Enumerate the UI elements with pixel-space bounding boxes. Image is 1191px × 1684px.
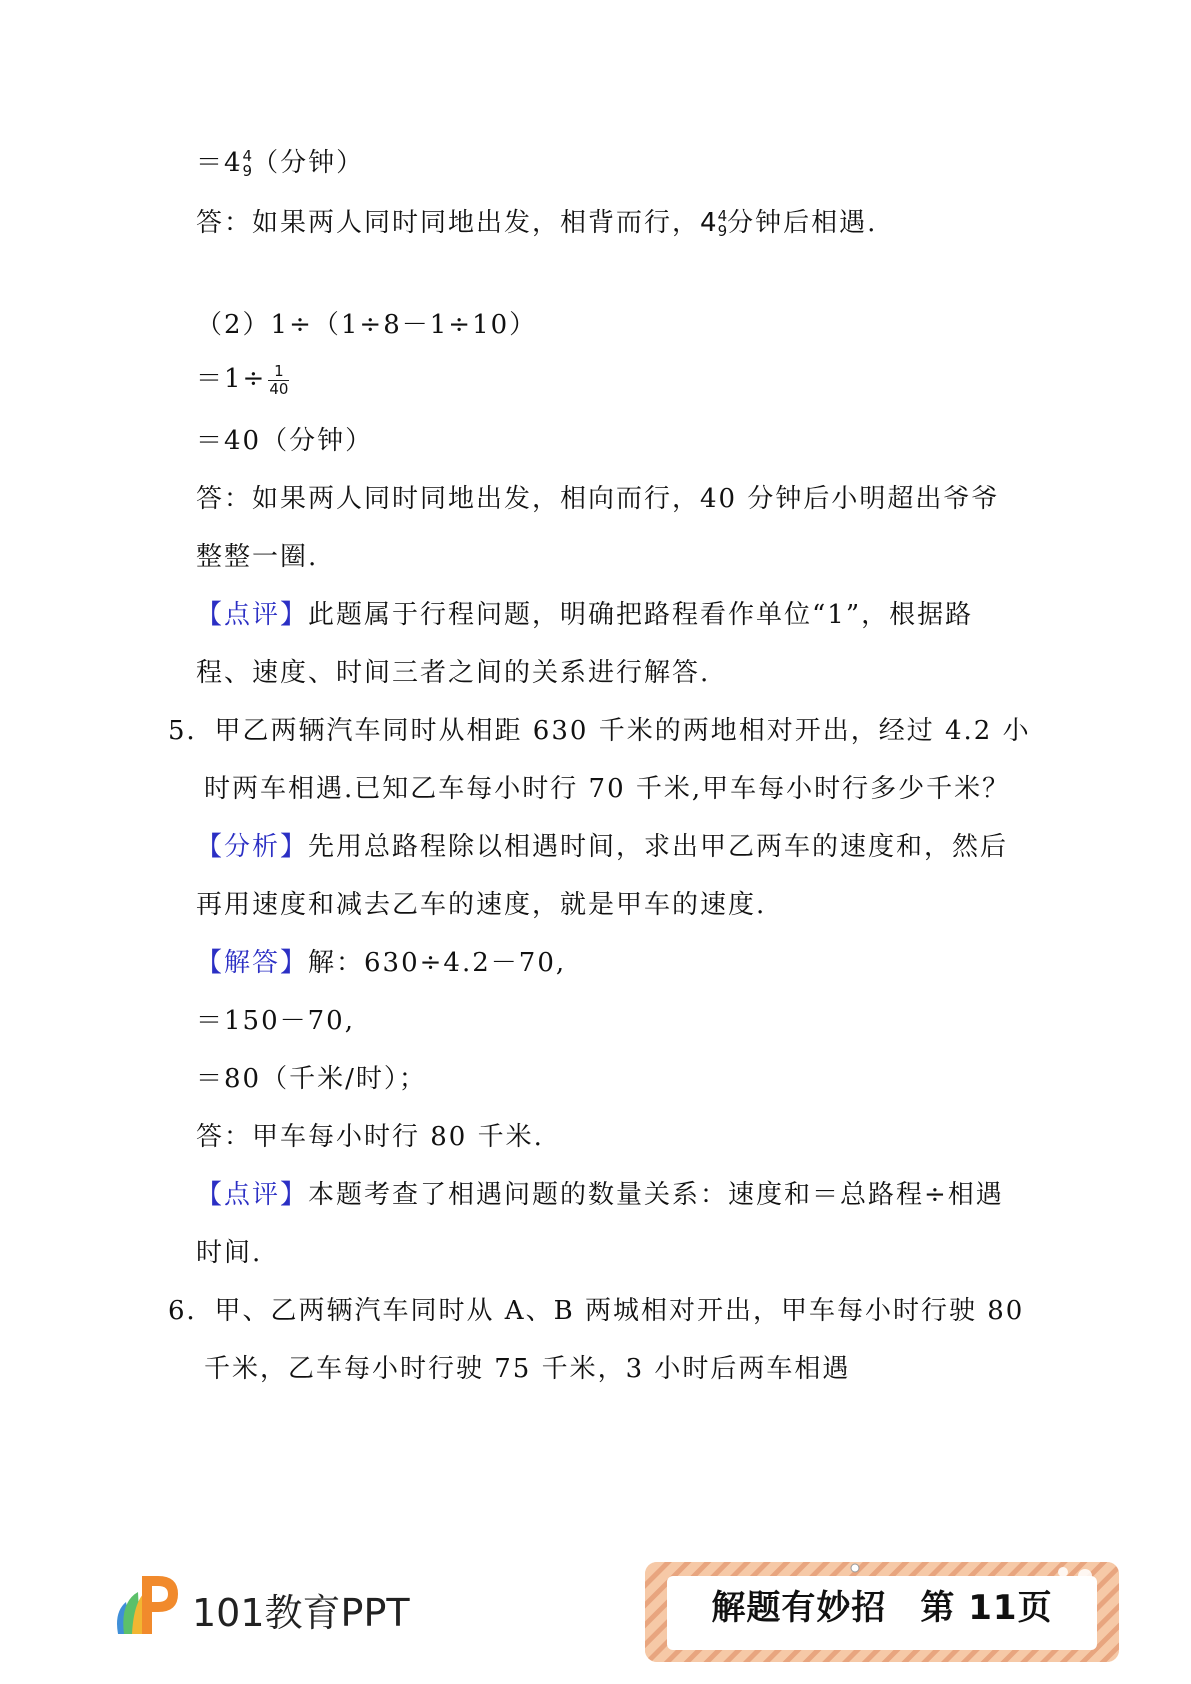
brand-logo — [112, 1572, 412, 1642]
badge-page-number: 第 11页 — [920, 1588, 1053, 1628]
analysis-line-cont: 再用速度和减去乙车的速度，就是甲车的速度. — [196, 890, 767, 920]
comment-line-2: 【点评】本题考查了相遇问题的数量关系：速度和＝总路程÷相遇 — [196, 1180, 1004, 1210]
answer-line-2: 答：如果两人同时同地出发，相向而行，40 分钟后小明超出爷爷 — [196, 484, 1000, 514]
comment-tag: 【点评】 — [196, 600, 309, 630]
answer-line-1: 答：如果两人同时同地出发，相背而行，4 4 9 分钟后相遇. — [196, 207, 878, 240]
answer-line-2-cont: 整整一圈. — [196, 542, 319, 572]
comment-line-2-cont: 时间. — [196, 1238, 263, 1268]
analysis-tag: 【分析】 — [196, 832, 309, 862]
badge-title: 解题有妙招 — [711, 1588, 887, 1628]
answer-line-3: 答：甲车每小时行 80 千米. — [196, 1122, 544, 1152]
peacock-p-icon — [112, 1572, 184, 1642]
badge-text — [645, 1580, 1119, 1629]
equation-line-3: ＝1÷ $\frac{1}{40}$ — [196, 361, 289, 398]
solution-step-1: ＝150－70, — [196, 1006, 355, 1036]
equation-suffix: （分钟） — [252, 148, 365, 178]
comment-tag: 【点评】 — [196, 1180, 309, 1210]
page-badge — [645, 1562, 1119, 1662]
problem-5-line-2: 时两车相遇.已知乙车每小时行 70 千米,甲车每小时行多少千米？ — [204, 774, 1011, 804]
comment-line-1-cont: 程、速度、时间三者之间的关系进行解答. — [196, 658, 711, 688]
solution-step-2: ＝80（千米/时）； — [196, 1064, 427, 1094]
equation-line-4: ＝40（分钟） — [196, 426, 374, 456]
fraction: $\frac{1}{40}$ — [269, 361, 289, 398]
equation-line-2: （2）1÷（1÷8－1÷10） — [196, 310, 538, 340]
fraction: 4 9 — [717, 207, 728, 240]
comment-line-1: 【点评】此题属于行程问题，明确把路程看作单位“1”，根据路 — [196, 600, 974, 630]
analysis-line: 【分析】先用总路程除以相遇时间，求出甲乙两车的速度和，然后 — [196, 832, 1009, 862]
equation-prefix: ＝4 — [196, 148, 243, 178]
problem-6-line-1: 6．甲、乙两辆汽车同时从 A、B 两城相对开出，甲车每小时行驶 80 — [168, 1296, 1025, 1326]
fraction: 4 9 — [242, 147, 253, 180]
equation-line-1 — [196, 146, 364, 180]
problem-5-line-1: 5．甲乙两辆汽车同时从相距 630 千米的两地相对开出，经过 4.2 小 — [168, 716, 1031, 746]
logo-text: 101教育PPT — [192, 1591, 410, 1635]
solution-tag: 【解答】 — [196, 948, 309, 978]
problem-6-line-2: 千米，乙车每小时行驶 75 千米，3 小时后两车相遇 — [204, 1354, 851, 1384]
solution-line: 【解答】解：630÷4.2－70, — [196, 948, 567, 978]
